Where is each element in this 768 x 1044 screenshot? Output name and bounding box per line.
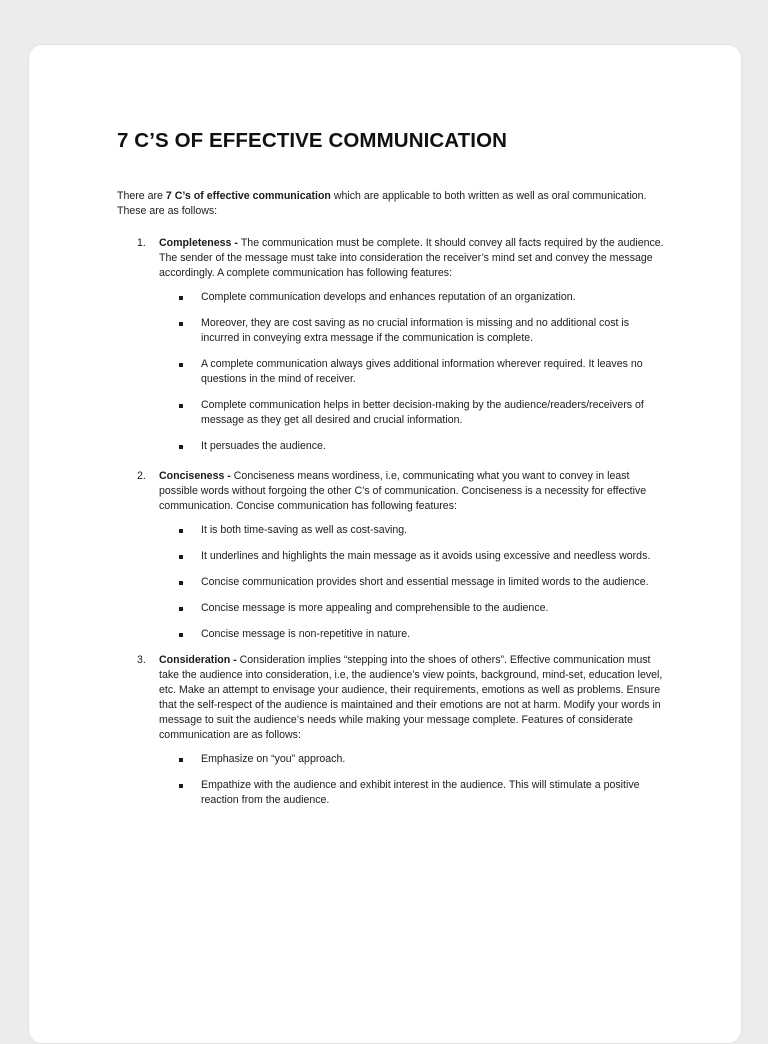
- list-item: [201, 439, 665, 454]
- bullet-icon: [179, 296, 183, 300]
- list-item-text: Emphasize on “you” approach.: [201, 753, 346, 765]
- section-paragraph: [159, 653, 665, 743]
- list-item: [201, 549, 665, 564]
- section-paragraph: [159, 236, 665, 281]
- section-number: 3.: [137, 654, 146, 666]
- bullet-icon: [179, 322, 183, 326]
- section-text: Conciseness means wordiness, i.e, communicating what you want to convey in least possible words without forgoing the other C’s of communication. Conciseness is a necessity for effective communication. Concise communication has following features:: [159, 470, 647, 512]
- section-title: Conciseness -: [159, 470, 234, 482]
- bullet-icon: [179, 529, 183, 533]
- list-item-text: It persuades the audience.: [201, 440, 326, 452]
- bullet-icon: [179, 363, 183, 367]
- section-paragraph: [159, 469, 665, 514]
- list-item-text: Empathize with the audience and exhibit interest in the audience. This will stimulate a positive reaction from the audience.: [201, 779, 640, 806]
- list-item: [201, 627, 665, 642]
- document-page: [28, 44, 742, 1044]
- document-content: [117, 129, 665, 819]
- intro-bold-text: 7 C’s of effective communication: [165, 190, 331, 202]
- list-item: [201, 316, 665, 346]
- list-item-text: A complete communication always gives additional information wherever required. It leaves no questions in the mind of receiver.: [201, 358, 643, 385]
- list-item: [201, 575, 665, 590]
- list-item-text: Complete communication helps in better decision-making by the audience/readers/receivers of message as they get all desired and crucial information.: [201, 399, 644, 426]
- section-number: 2.: [137, 470, 146, 482]
- list-item: [201, 523, 665, 538]
- section-title: Consideration -: [159, 654, 240, 666]
- list-item: [201, 290, 665, 305]
- bullet-list: [159, 752, 665, 808]
- list-item: [201, 398, 665, 428]
- list-item: [201, 778, 665, 808]
- list-item-text: Complete communication develops and enhances reputation of an organization.: [201, 291, 576, 303]
- bullet-list: [159, 290, 665, 454]
- section-conciseness: [117, 469, 665, 642]
- bullet-icon: [179, 607, 183, 611]
- intro-paragraph: [117, 189, 647, 219]
- section-title: Completeness -: [159, 237, 241, 249]
- list-item-text: Moreover, they are cost saving as no crucial information is missing and no additional cost is incurred in conveying extra message if the communication is complete.: [201, 317, 630, 344]
- list-item-text: Concise message is more appealing and comprehensible to the audience.: [201, 602, 549, 614]
- bullet-icon: [179, 404, 183, 408]
- list-item: [201, 752, 665, 767]
- list-item: [201, 601, 665, 616]
- list-item-text: Concise message is non-repetitive in nature.: [201, 628, 411, 640]
- bullet-icon: [179, 633, 183, 637]
- section-text: Consideration implies “stepping into the shoes of others”. Effective communication must take the audience into consideration, i.e, the audience’s view points, background, mind-set, education level, etc. Make an attempt to envisage your audience, their requirements, emotions as well as problems. Ensure that the self-respect of the audience is maintained and their emotions are not at harm. Modify your words in message to suit the audience’s needs while making your message complete. Features of considerate communication are as follows:: [159, 654, 663, 741]
- section-text: The communication must be complete. It should convey all facts required by the audience. The sender of the message must take into consideration the receiver’s mind set and convey the message accordingly. A complete communication has following features:: [159, 237, 664, 279]
- intro-text-before: There are: [117, 190, 166, 202]
- list-item: [201, 357, 665, 387]
- list-item-text: It underlines and highlights the main message as it avoids using excessive and needless words.: [201, 550, 651, 562]
- intro-text-after: which are applicable to both written as well as oral communication. These are as follows:: [117, 190, 647, 217]
- list-item-text: Concise communication provides short and essential message in limited words to the audience.: [201, 576, 649, 588]
- bullet-icon: [179, 581, 183, 585]
- list-item-text: It is both time-saving as well as cost-saving.: [201, 524, 408, 536]
- section-completeness: [117, 236, 665, 454]
- bullet-list: [159, 523, 665, 642]
- bullet-icon: [179, 555, 183, 559]
- bullet-icon: [179, 445, 183, 449]
- section-consideration: [117, 653, 665, 808]
- bullet-icon: [179, 784, 183, 788]
- section-number: 1.: [137, 237, 146, 249]
- page-title: 7 C’S OF EFFECTIVE COMMUNICATION: [117, 129, 508, 152]
- bullet-icon: [179, 758, 183, 762]
